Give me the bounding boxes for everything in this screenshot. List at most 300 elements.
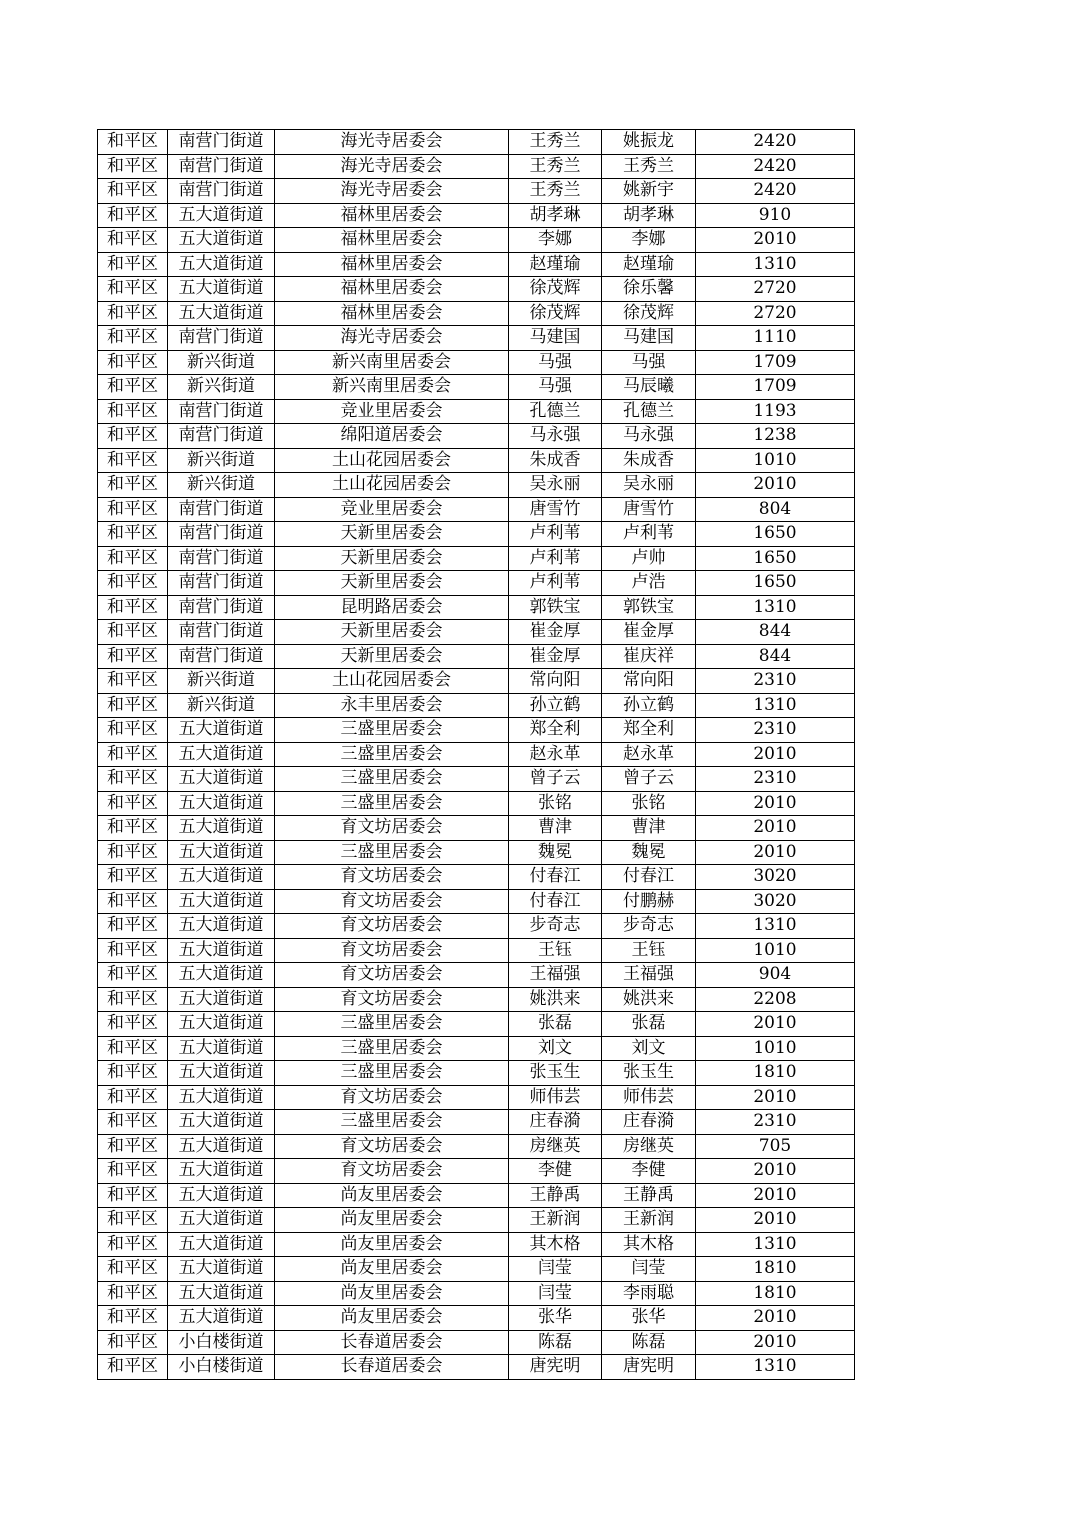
district-cell: 和平区 — [98, 522, 168, 547]
street-cell: 五大道街道 — [168, 1134, 275, 1159]
district-cell: 和平区 — [98, 620, 168, 645]
table-row — [98, 203, 855, 228]
district-cell: 和平区 — [98, 816, 168, 841]
street-cell: 五大道街道 — [168, 742, 275, 767]
committee-cell: 海光寺居委会 — [275, 179, 509, 204]
table-row — [98, 889, 855, 914]
amount-cell: 2010 — [696, 1208, 855, 1233]
holder-cell: 师伟芸 — [509, 1085, 602, 1110]
amount-cell: 2420 — [696, 130, 855, 155]
amount-cell: 2010 — [696, 742, 855, 767]
member-cell: 其木格 — [602, 1232, 696, 1257]
district-cell: 和平区 — [98, 963, 168, 988]
table-row — [98, 644, 855, 669]
committee-cell: 三盛里居委会 — [275, 791, 509, 816]
table-row — [98, 1208, 855, 1233]
committee-cell: 昆明路居委会 — [275, 595, 509, 620]
holder-cell: 张磊 — [509, 1012, 602, 1037]
district-cell: 和平区 — [98, 669, 168, 694]
street-cell: 南营门街道 — [168, 399, 275, 424]
member-cell: 张玉生 — [602, 1061, 696, 1086]
member-cell: 王新润 — [602, 1208, 696, 1233]
holder-cell: 房继英 — [509, 1134, 602, 1159]
table-row — [98, 1036, 855, 1061]
committee-cell: 尚友里居委会 — [275, 1183, 509, 1208]
street-cell: 新兴街道 — [168, 375, 275, 400]
committee-cell: 海光寺居委会 — [275, 154, 509, 179]
table-row — [98, 1183, 855, 1208]
district-cell: 和平区 — [98, 301, 168, 326]
member-cell: 姚洪来 — [602, 987, 696, 1012]
holder-cell: 魏冕 — [509, 840, 602, 865]
amount-cell: 1010 — [696, 448, 855, 473]
district-cell: 和平区 — [98, 1281, 168, 1306]
table-row — [98, 448, 855, 473]
committee-cell: 三盛里居委会 — [275, 1061, 509, 1086]
amount-cell: 2010 — [696, 1085, 855, 1110]
member-cell: 崔金厚 — [602, 620, 696, 645]
table-row — [98, 595, 855, 620]
member-cell: 李雨聪 — [602, 1281, 696, 1306]
committee-cell: 海光寺居委会 — [275, 130, 509, 155]
amount-cell: 1650 — [696, 571, 855, 596]
district-cell: 和平区 — [98, 326, 168, 351]
street-cell: 新兴街道 — [168, 669, 275, 694]
holder-cell: 马永强 — [509, 424, 602, 449]
street-cell: 五大道街道 — [168, 1036, 275, 1061]
member-cell: 马强 — [602, 350, 696, 375]
street-cell: 五大道街道 — [168, 228, 275, 253]
table-row — [98, 179, 855, 204]
district-cell: 和平区 — [98, 767, 168, 792]
member-cell: 胡孝琳 — [602, 203, 696, 228]
district-cell: 和平区 — [98, 448, 168, 473]
street-cell: 五大道街道 — [168, 1012, 275, 1037]
member-cell: 姚振龙 — [602, 130, 696, 155]
amount-cell: 2420 — [696, 154, 855, 179]
committee-cell: 尚友里居委会 — [275, 1232, 509, 1257]
street-cell: 南营门街道 — [168, 154, 275, 179]
table-row — [98, 742, 855, 767]
district-cell: 和平区 — [98, 840, 168, 865]
table-row — [98, 1134, 855, 1159]
table-row — [98, 865, 855, 890]
street-cell: 南营门街道 — [168, 130, 275, 155]
holder-cell: 王静禹 — [509, 1183, 602, 1208]
committee-cell: 竞业里居委会 — [275, 399, 509, 424]
committee-cell: 三盛里居委会 — [275, 1036, 509, 1061]
street-cell: 新兴街道 — [168, 448, 275, 473]
member-cell: 刘文 — [602, 1036, 696, 1061]
holder-cell: 王福强 — [509, 963, 602, 988]
district-cell: 和平区 — [98, 1012, 168, 1037]
holder-cell: 李娜 — [509, 228, 602, 253]
street-cell: 五大道街道 — [168, 1110, 275, 1135]
holder-cell: 徐茂辉 — [509, 277, 602, 302]
street-cell: 五大道街道 — [168, 1085, 275, 1110]
holder-cell: 刘文 — [509, 1036, 602, 1061]
member-cell: 卢浩 — [602, 571, 696, 596]
member-cell: 郑全利 — [602, 718, 696, 743]
table-row — [98, 1085, 855, 1110]
table-row — [98, 1281, 855, 1306]
committee-cell: 土山花园居委会 — [275, 448, 509, 473]
amount-cell: 2010 — [696, 1159, 855, 1184]
holder-cell: 王新润 — [509, 1208, 602, 1233]
district-cell: 和平区 — [98, 791, 168, 816]
table-row — [98, 1159, 855, 1184]
member-cell: 曹津 — [602, 816, 696, 841]
amount-cell: 1810 — [696, 1257, 855, 1282]
district-cell: 和平区 — [98, 179, 168, 204]
member-cell: 李娜 — [602, 228, 696, 253]
street-cell: 五大道街道 — [168, 840, 275, 865]
member-cell: 房继英 — [602, 1134, 696, 1159]
member-cell: 崔庆祥 — [602, 644, 696, 669]
member-cell: 李健 — [602, 1159, 696, 1184]
amount-cell: 2310 — [696, 767, 855, 792]
amount-cell: 1310 — [696, 914, 855, 939]
holder-cell: 张玉生 — [509, 1061, 602, 1086]
table-row — [98, 767, 855, 792]
table-row — [98, 1061, 855, 1086]
committee-cell: 尚友里居委会 — [275, 1257, 509, 1282]
district-cell: 和平区 — [98, 350, 168, 375]
street-cell: 五大道街道 — [168, 963, 275, 988]
district-cell: 和平区 — [98, 718, 168, 743]
amount-cell: 1310 — [696, 1355, 855, 1380]
holder-cell: 姚洪来 — [509, 987, 602, 1012]
holder-cell: 常向阳 — [509, 669, 602, 694]
amount-cell: 2010 — [696, 1330, 855, 1355]
street-cell: 南营门街道 — [168, 620, 275, 645]
amount-cell: 1310 — [696, 252, 855, 277]
holder-cell: 张铭 — [509, 791, 602, 816]
holder-cell: 马建国 — [509, 326, 602, 351]
member-cell: 朱成香 — [602, 448, 696, 473]
holder-cell: 马强 — [509, 350, 602, 375]
table-row — [98, 326, 855, 351]
street-cell: 五大道街道 — [168, 718, 275, 743]
district-cell: 和平区 — [98, 987, 168, 1012]
district-cell: 和平区 — [98, 914, 168, 939]
street-cell: 五大道街道 — [168, 301, 275, 326]
member-cell: 孙立鹤 — [602, 693, 696, 718]
committee-cell: 永丰里居委会 — [275, 693, 509, 718]
holder-cell: 卢利苇 — [509, 546, 602, 571]
committee-cell: 育文坊居委会 — [275, 1159, 509, 1184]
holder-cell: 赵永革 — [509, 742, 602, 767]
street-cell: 五大道街道 — [168, 889, 275, 914]
holder-cell: 付春江 — [509, 865, 602, 890]
table-body — [98, 130, 855, 1380]
committee-cell: 天新里居委会 — [275, 644, 509, 669]
committee-cell: 育文坊居委会 — [275, 816, 509, 841]
table-row — [98, 914, 855, 939]
table-row — [98, 424, 855, 449]
district-cell: 和平区 — [98, 1306, 168, 1331]
district-cell: 和平区 — [98, 203, 168, 228]
member-cell: 徐茂辉 — [602, 301, 696, 326]
district-cell: 和平区 — [98, 1257, 168, 1282]
holder-cell: 王秀兰 — [509, 154, 602, 179]
table-row — [98, 473, 855, 498]
street-cell: 小白楼街道 — [168, 1330, 275, 1355]
holder-cell: 李健 — [509, 1159, 602, 1184]
amount-cell: 2010 — [696, 840, 855, 865]
district-cell: 和平区 — [98, 1134, 168, 1159]
member-cell: 王福强 — [602, 963, 696, 988]
amount-cell: 1310 — [696, 1232, 855, 1257]
member-cell: 马建国 — [602, 326, 696, 351]
member-cell: 常向阳 — [602, 669, 696, 694]
amount-cell: 2208 — [696, 987, 855, 1012]
amount-cell: 2720 — [696, 301, 855, 326]
table-row — [98, 1012, 855, 1037]
holder-cell: 赵瑾瑜 — [509, 252, 602, 277]
street-cell: 小白楼街道 — [168, 1355, 275, 1380]
holder-cell: 陈磊 — [509, 1330, 602, 1355]
table-row — [98, 669, 855, 694]
holder-cell: 徐茂辉 — [509, 301, 602, 326]
data-table — [97, 129, 855, 1380]
member-cell: 唐宪明 — [602, 1355, 696, 1380]
district-cell: 和平区 — [98, 497, 168, 522]
amount-cell: 2010 — [696, 228, 855, 253]
district-cell: 和平区 — [98, 1061, 168, 1086]
street-cell: 五大道街道 — [168, 914, 275, 939]
amount-cell: 2310 — [696, 669, 855, 694]
committee-cell: 土山花园居委会 — [275, 473, 509, 498]
table-row — [98, 1257, 855, 1282]
amount-cell: 2720 — [696, 277, 855, 302]
street-cell: 南营门街道 — [168, 522, 275, 547]
amount-cell: 1238 — [696, 424, 855, 449]
holder-cell: 闫莹 — [509, 1257, 602, 1282]
committee-cell: 尚友里居委会 — [275, 1208, 509, 1233]
district-cell: 和平区 — [98, 693, 168, 718]
holder-cell: 孙立鹤 — [509, 693, 602, 718]
district-cell: 和平区 — [98, 595, 168, 620]
table-row — [98, 791, 855, 816]
table-row — [98, 840, 855, 865]
committee-cell: 育文坊居委会 — [275, 938, 509, 963]
amount-cell: 2420 — [696, 179, 855, 204]
committee-cell: 长春道居委会 — [275, 1355, 509, 1380]
street-cell: 五大道街道 — [168, 203, 275, 228]
table-row — [98, 497, 855, 522]
committee-cell: 福林里居委会 — [275, 277, 509, 302]
holder-cell: 卢利苇 — [509, 522, 602, 547]
member-cell: 孔德兰 — [602, 399, 696, 424]
table-row — [98, 228, 855, 253]
district-cell: 和平区 — [98, 1085, 168, 1110]
committee-cell: 育文坊居委会 — [275, 963, 509, 988]
member-cell: 姚新宇 — [602, 179, 696, 204]
member-cell: 张铭 — [602, 791, 696, 816]
amount-cell: 1310 — [696, 595, 855, 620]
district-cell: 和平区 — [98, 473, 168, 498]
member-cell: 卢利苇 — [602, 522, 696, 547]
amount-cell: 1709 — [696, 350, 855, 375]
district-cell: 和平区 — [98, 154, 168, 179]
holder-cell: 孔德兰 — [509, 399, 602, 424]
street-cell: 南营门街道 — [168, 424, 275, 449]
holder-cell: 庄春漪 — [509, 1110, 602, 1135]
committee-cell: 育文坊居委会 — [275, 889, 509, 914]
district-cell: 和平区 — [98, 742, 168, 767]
street-cell: 新兴街道 — [168, 473, 275, 498]
district-cell: 和平区 — [98, 277, 168, 302]
member-cell: 陈磊 — [602, 1330, 696, 1355]
committee-cell: 三盛里居委会 — [275, 1012, 509, 1037]
committee-cell: 福林里居委会 — [275, 203, 509, 228]
member-cell: 师伟芸 — [602, 1085, 696, 1110]
street-cell: 新兴街道 — [168, 693, 275, 718]
district-cell: 和平区 — [98, 865, 168, 890]
amount-cell: 3020 — [696, 889, 855, 914]
table-row — [98, 130, 855, 155]
district-cell: 和平区 — [98, 938, 168, 963]
holder-cell: 朱成香 — [509, 448, 602, 473]
amount-cell: 2010 — [696, 1183, 855, 1208]
table-row — [98, 252, 855, 277]
member-cell: 郭铁宝 — [602, 595, 696, 620]
street-cell: 新兴街道 — [168, 350, 275, 375]
committee-cell: 育文坊居委会 — [275, 865, 509, 890]
table-row — [98, 987, 855, 1012]
committee-cell: 天新里居委会 — [275, 522, 509, 547]
street-cell: 五大道街道 — [168, 1061, 275, 1086]
amount-cell: 2010 — [696, 816, 855, 841]
amount-cell: 2310 — [696, 1110, 855, 1135]
district-cell: 和平区 — [98, 399, 168, 424]
member-cell: 曾子云 — [602, 767, 696, 792]
amount-cell: 904 — [696, 963, 855, 988]
committee-cell: 天新里居委会 — [275, 546, 509, 571]
holder-cell: 闫莹 — [509, 1281, 602, 1306]
committee-cell: 育文坊居委会 — [275, 1134, 509, 1159]
committee-cell: 育文坊居委会 — [275, 914, 509, 939]
member-cell: 徐乐馨 — [602, 277, 696, 302]
street-cell: 五大道街道 — [168, 1257, 275, 1282]
committee-cell: 竞业里居委会 — [275, 497, 509, 522]
district-cell: 和平区 — [98, 571, 168, 596]
street-cell: 五大道街道 — [168, 767, 275, 792]
committee-cell: 长春道居委会 — [275, 1330, 509, 1355]
amount-cell: 2010 — [696, 791, 855, 816]
table-row — [98, 620, 855, 645]
holder-cell: 郭铁宝 — [509, 595, 602, 620]
committee-cell: 新兴南里居委会 — [275, 350, 509, 375]
table-row — [98, 1306, 855, 1331]
amount-cell: 844 — [696, 620, 855, 645]
table-row — [98, 816, 855, 841]
holder-cell: 马强 — [509, 375, 602, 400]
district-cell: 和平区 — [98, 546, 168, 571]
amount-cell: 1110 — [696, 326, 855, 351]
member-cell: 付春江 — [602, 865, 696, 890]
table-row — [98, 693, 855, 718]
amount-cell: 3020 — [696, 865, 855, 890]
committee-cell: 育文坊居委会 — [275, 1085, 509, 1110]
member-cell: 马辰曦 — [602, 375, 696, 400]
committee-cell: 三盛里居委会 — [275, 840, 509, 865]
committee-cell: 尚友里居委会 — [275, 1281, 509, 1306]
committee-cell: 福林里居委会 — [275, 301, 509, 326]
amount-cell: 1650 — [696, 546, 855, 571]
holder-cell: 其木格 — [509, 1232, 602, 1257]
member-cell: 王钰 — [602, 938, 696, 963]
amount-cell: 2010 — [696, 1012, 855, 1037]
member-cell: 付鹏赫 — [602, 889, 696, 914]
district-cell: 和平区 — [98, 1208, 168, 1233]
member-cell: 王秀兰 — [602, 154, 696, 179]
district-cell: 和平区 — [98, 1110, 168, 1135]
committee-cell: 三盛里居委会 — [275, 742, 509, 767]
district-cell: 和平区 — [98, 1355, 168, 1380]
holder-cell: 唐宪明 — [509, 1355, 602, 1380]
street-cell: 五大道街道 — [168, 987, 275, 1012]
table-row — [98, 1110, 855, 1135]
holder-cell: 卢利苇 — [509, 571, 602, 596]
amount-cell: 1193 — [696, 399, 855, 424]
committee-cell: 三盛里居委会 — [275, 718, 509, 743]
table-row — [98, 571, 855, 596]
district-cell: 和平区 — [98, 252, 168, 277]
holder-cell: 步奇志 — [509, 914, 602, 939]
holder-cell: 崔金厚 — [509, 620, 602, 645]
amount-cell: 910 — [696, 203, 855, 228]
table-row — [98, 522, 855, 547]
member-cell: 马永强 — [602, 424, 696, 449]
street-cell: 五大道街道 — [168, 938, 275, 963]
committee-cell: 海光寺居委会 — [275, 326, 509, 351]
street-cell: 五大道街道 — [168, 1208, 275, 1233]
amount-cell: 1010 — [696, 1036, 855, 1061]
district-cell: 和平区 — [98, 424, 168, 449]
street-cell: 南营门街道 — [168, 595, 275, 620]
member-cell: 闫莹 — [602, 1257, 696, 1282]
district-cell: 和平区 — [98, 889, 168, 914]
committee-cell: 绵阳道居委会 — [275, 424, 509, 449]
street-cell: 南营门街道 — [168, 571, 275, 596]
holder-cell: 崔金厚 — [509, 644, 602, 669]
table-row — [98, 718, 855, 743]
table-row — [98, 350, 855, 375]
table-row — [98, 546, 855, 571]
street-cell: 五大道街道 — [168, 1281, 275, 1306]
holder-cell: 王钰 — [509, 938, 602, 963]
street-cell: 南营门街道 — [168, 326, 275, 351]
holder-cell: 郑全利 — [509, 718, 602, 743]
holder-cell: 曹津 — [509, 816, 602, 841]
table-row — [98, 1330, 855, 1355]
committee-cell: 福林里居委会 — [275, 228, 509, 253]
committee-cell: 尚友里居委会 — [275, 1306, 509, 1331]
holder-cell: 唐雪竹 — [509, 497, 602, 522]
amount-cell: 804 — [696, 497, 855, 522]
street-cell: 五大道街道 — [168, 865, 275, 890]
committee-cell: 三盛里居委会 — [275, 767, 509, 792]
member-cell: 王静禹 — [602, 1183, 696, 1208]
committee-cell: 新兴南里居委会 — [275, 375, 509, 400]
committee-cell: 天新里居委会 — [275, 571, 509, 596]
committee-cell: 天新里居委会 — [275, 620, 509, 645]
holder-cell: 曾子云 — [509, 767, 602, 792]
district-cell: 和平区 — [98, 1183, 168, 1208]
table-row — [98, 375, 855, 400]
